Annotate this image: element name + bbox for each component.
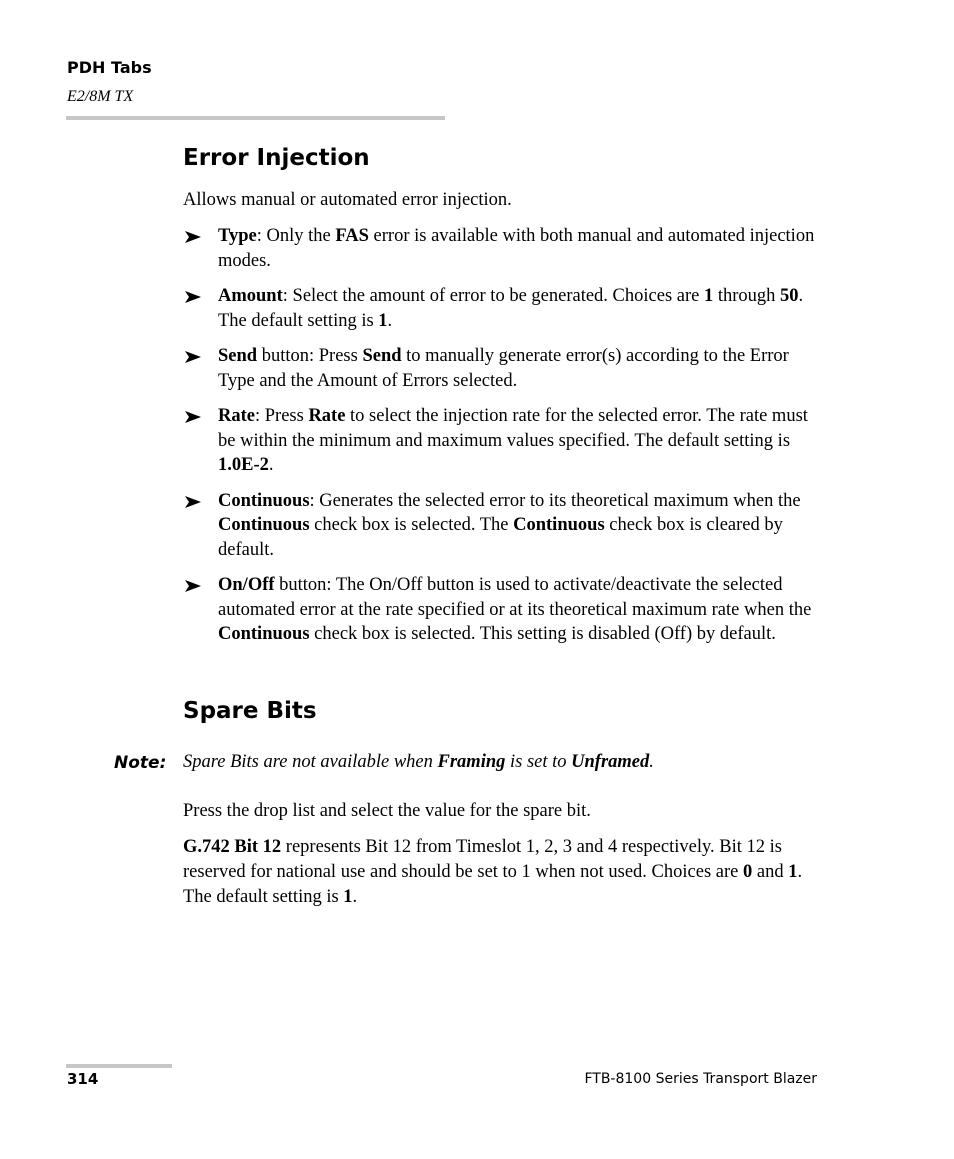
bold-term: Type xyxy=(218,226,257,246)
arrow-bullet-icon xyxy=(183,227,203,247)
bold-term: Continuous xyxy=(218,490,310,511)
bullet-send xyxy=(183,344,823,393)
section-title: PDH Tabs xyxy=(67,58,152,77)
text-run: : Select the amount of error to be generated. Choices are xyxy=(282,286,704,306)
bold-term: Rate xyxy=(308,406,346,426)
error-injection-list xyxy=(183,224,823,658)
bullet-text xyxy=(218,226,814,271)
text-run: . xyxy=(352,887,358,907)
text-run: button: Press xyxy=(257,346,363,366)
bullet-on-off xyxy=(183,573,823,647)
bold-term: Continuous xyxy=(218,624,310,644)
bold-term: 1.0E-2 xyxy=(218,455,269,475)
bold-term: 1 xyxy=(378,310,388,331)
arrow-bullet-icon xyxy=(183,287,203,307)
arrow-bullet-icon xyxy=(183,347,203,367)
text-run: to select the injection rate for the selected error. The rate must be within the minimum and maximum values specified. The default setting is xyxy=(218,406,808,451)
spare-bits-para-1: Press the drop list and select the value for the spare bit. xyxy=(183,801,591,821)
spare-bits-para-2 xyxy=(183,835,808,910)
bullet-continuous xyxy=(183,489,823,563)
text-run: through xyxy=(713,286,781,306)
text-run: . xyxy=(387,310,393,331)
footer-rule xyxy=(66,1064,172,1068)
text-run: and xyxy=(752,862,789,882)
bold-term: Send xyxy=(218,346,258,366)
text-run: button: The On/Off button is used to activate/deactivate the selected automated error at the rate specified or at its theoretical maximum rate when the xyxy=(218,575,812,620)
bold-term: 0 xyxy=(743,862,753,882)
text-run: Spare Bits are not available when xyxy=(183,752,438,772)
text-run: check box is selected. The xyxy=(309,515,514,535)
text-run: . xyxy=(649,752,654,772)
document-title: FTB-8100 Series Transport Blazer xyxy=(584,1071,817,1087)
text-run: is set to xyxy=(505,752,572,772)
bold-term: 1 xyxy=(788,862,798,882)
bold-term: Amount xyxy=(218,286,283,306)
bullet-amount xyxy=(183,284,823,333)
spare-bits-heading: Spare Bits xyxy=(183,698,317,724)
bullet-text xyxy=(218,346,789,391)
text-run: : Press xyxy=(254,406,309,426)
bold-term: FAS xyxy=(335,226,369,246)
error-injection-intro: Allows manual or automated error injection. xyxy=(183,190,512,210)
bold-term: 50 xyxy=(780,286,799,306)
bold-term: 1 xyxy=(343,887,353,907)
subsection-title: E2/8M TX xyxy=(67,88,134,105)
bold-term: G.742 Bit 12 xyxy=(183,837,282,857)
bold-term: Continuous xyxy=(218,515,310,535)
error-injection-heading: Error Injection xyxy=(183,145,370,171)
text-run: . xyxy=(268,455,274,475)
bullet-text xyxy=(218,575,811,644)
bold-term: Send xyxy=(362,346,402,366)
bold-term: Framing xyxy=(437,752,506,772)
page-number: 314 xyxy=(67,1070,99,1088)
text-run: to manually generate error(s) according to the Error Type and the Amount of Errors selected. xyxy=(218,346,789,391)
bullet-text xyxy=(218,406,808,475)
arrow-bullet-icon xyxy=(183,407,203,427)
bold-term: Rate xyxy=(218,406,255,426)
bold-term: 1 xyxy=(703,286,714,306)
bold-term: Unframed xyxy=(571,752,650,772)
bullet-type xyxy=(183,224,823,273)
text-run: represents Bit 12 from Timeslot 1, 2, 3 and 4 respectively. Bit 12 is reserved for national use and should be set to 1 when not used. Choices are xyxy=(183,837,782,882)
text-run: . The default setting is xyxy=(183,862,803,907)
note-text xyxy=(183,752,654,773)
text-run: : Only the xyxy=(256,226,336,246)
note-label: Note: xyxy=(114,753,167,773)
header-rule xyxy=(66,116,445,120)
arrow-bullet-icon xyxy=(183,576,203,596)
bullet-text xyxy=(218,491,801,560)
bold-term: On/Off xyxy=(218,575,275,595)
arrow-bullet-icon xyxy=(183,492,203,512)
bullet-text xyxy=(218,286,803,331)
text-run: error is available with both manual and automated injection modes. xyxy=(218,226,815,271)
text-run: : Generates the selected error to its theoretical maximum when the xyxy=(309,490,801,511)
text-run: check box is selected. This setting is disabled (Off) by default. xyxy=(309,624,776,644)
text-run: check box is cleared by default. xyxy=(218,515,783,560)
bold-term: Continuous xyxy=(513,515,605,535)
bullet-rate xyxy=(183,404,823,478)
text-run: . The default setting is xyxy=(218,286,804,331)
